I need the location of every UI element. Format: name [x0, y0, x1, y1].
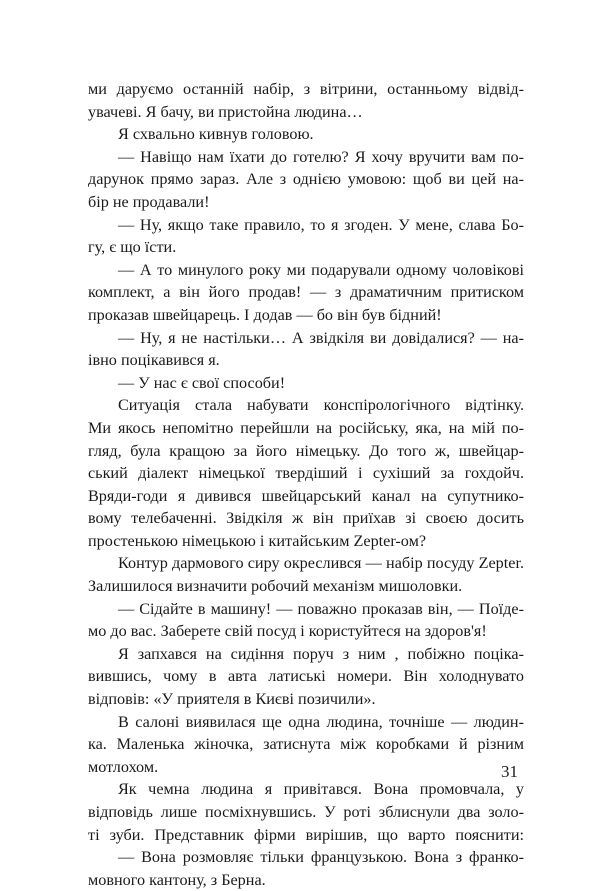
text-line: ті зуби. Представник фірми вирішив, що варто пояснити: [88, 825, 524, 844]
text-line: — У нас є свої способи! [118, 373, 286, 392]
text-line: ський діалект німецької твердіший і сухіший за гохдойч. [88, 464, 524, 483]
text-line: — Сідайте в машину! — поважно проказав він, — Поїде- [118, 599, 524, 618]
text-line: Ми якось непомітно перейшли на російську, яка, на мій по- [88, 418, 524, 437]
text-line: мотлохом. [88, 757, 159, 776]
text-line: гу, є що їсти. [88, 238, 177, 257]
text-line: дарунок прямо зараз. Але з однією умовою: щоб ви цей на- [88, 170, 524, 189]
text-line: відповідь лише посміхнувшись. У роті зблиснули два золо- [88, 803, 524, 821]
text-line: простенькою німецькою і китайським Zepter-ом? [88, 531, 427, 550]
text-line: відповів: «У приятеля в Києві позичили». [88, 690, 376, 709]
text-line: Ситуація стала набувати конспірологічного відтінку. [118, 396, 524, 415]
text-line: ми даруємо останній набір, з вітрини, останньому відвід- [88, 80, 524, 98]
text-line: вившись, чому в авта латиські номери. Він холоднувато [88, 667, 524, 686]
text-line: Контур дармового сиру окреслився — набір посуду Zepter. [118, 554, 524, 573]
text-line: проказав швейцарець. І додав — бо він був бідний! [88, 305, 442, 324]
text-line: — Ну, якщо таке правило, то я згоден. У мене, слава Бо- [118, 215, 524, 234]
text-line: Як чемна людина я привітався. Вона промовчала, у [118, 780, 524, 799]
text-line: увачеві. Я бачу, ви пристойна людина… [88, 102, 363, 121]
text-line: мовного кантону, з Берна. [88, 870, 266, 889]
text-line: гляд, була кращою за його німецьку. До того ж, швейцар- [88, 441, 524, 460]
page-number: 31 [501, 762, 518, 781]
text-line: Я запхався на сидіння поруч з ним , побіжно поціка- [118, 644, 524, 663]
text-line: бір не продавали! [88, 192, 210, 211]
text-line: Вряди-годи я дивився швейцарський канал на супутнико- [88, 486, 524, 505]
text-line: Я схвально кивнув головою. [118, 125, 314, 144]
text-line: — А то минулого року ми подарували одному чоловікові [118, 260, 524, 279]
text-line: — Вона розмовляє тільки французькою. Вона з франко- [118, 848, 524, 867]
text-line: ка. Маленька жіночка, затиснута між коробками й різним [88, 735, 524, 754]
text-line: вому телебаченні. Звідкіля ж він приїхав зі своєю досить [88, 509, 524, 528]
text-line: — Навіщо нам їхати до готелю? Я хочу вручити вам по- [118, 147, 524, 166]
text-line: В салоні виявилася ще одна людина, точніше — людин- [118, 712, 524, 731]
text-line: мо до вас. Заберете свій посуд і користуйтеся на здоров'я! [88, 622, 487, 641]
text-line: Залишилося визначити робочий механізм мишоловки. [88, 577, 463, 596]
body-text [88, 78, 524, 891]
text-line: івно поцікавився я. [88, 351, 220, 370]
text-line: комплект, а він його продав! — з драматичним притиском [88, 283, 524, 302]
text-line: — Ну, я не настільки… А звідкіля ви довідалися? — на- [118, 328, 524, 347]
